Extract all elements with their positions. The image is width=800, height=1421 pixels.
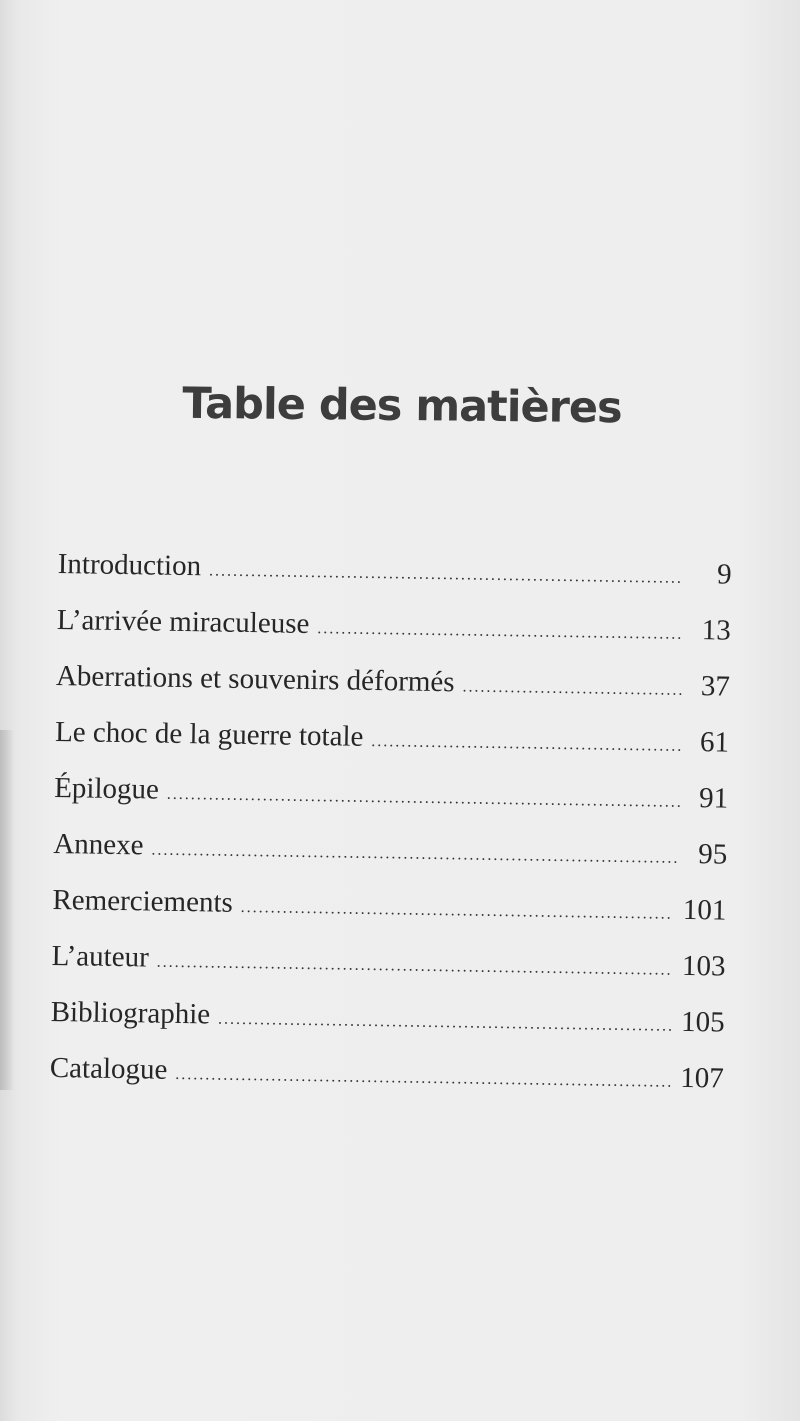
toc-entry-page: 37 xyxy=(700,670,731,703)
toc-entry-page: 105 xyxy=(680,1005,725,1039)
toc-entry-page: 107 xyxy=(680,1061,725,1095)
toc-entry xyxy=(49,1052,724,1119)
toc-entry-label: Annexe xyxy=(53,827,144,862)
toc-leader-dots xyxy=(151,842,679,868)
toc-entry-label: Épilogue xyxy=(53,771,160,806)
toc-entry-page: 95 xyxy=(698,838,728,871)
toc-entry-label: Introduction xyxy=(57,548,202,583)
toc-entry-page: 91 xyxy=(698,782,729,815)
toc-entry-label: L’auteur xyxy=(51,939,150,974)
toc-leader-dots xyxy=(157,954,673,980)
toc-entry xyxy=(53,828,728,895)
toc-entry-label: Aberrations et souvenirs déformés xyxy=(55,659,455,699)
toc-leader-dots xyxy=(209,562,684,587)
toc-leader-dots xyxy=(462,678,682,699)
toc-entry-page: 13 xyxy=(701,614,732,647)
toc-entry xyxy=(51,940,726,1007)
toc-entry-label: Le choc de la guerre totale xyxy=(54,715,364,753)
toc-entry-page: 101 xyxy=(682,893,727,927)
page-title: Table des matières xyxy=(182,378,622,434)
toc-entry-label: L’arrivée miraculeuse xyxy=(56,603,310,640)
toc-entry xyxy=(57,548,732,615)
toc-leader-dots xyxy=(218,1011,671,1036)
toc-entry-page: 9 xyxy=(716,558,732,591)
toc-leader-dots xyxy=(175,1066,670,1092)
table-of-contents xyxy=(49,548,732,1119)
toc-leader-dots xyxy=(241,899,673,924)
toc-leader-dots xyxy=(167,786,681,812)
toc-entry-label: Bibliographie xyxy=(50,995,211,1031)
toc-entry-label: Catalogue xyxy=(49,1051,168,1086)
toc-entry-page: 103 xyxy=(681,949,726,983)
toc-leader-dots xyxy=(317,620,683,644)
toc-leader-dots xyxy=(371,733,681,756)
toc-entry-page: 61 xyxy=(699,726,730,759)
spine-shadow xyxy=(0,730,14,1090)
toc-entry-label: Remerciements xyxy=(52,883,234,919)
